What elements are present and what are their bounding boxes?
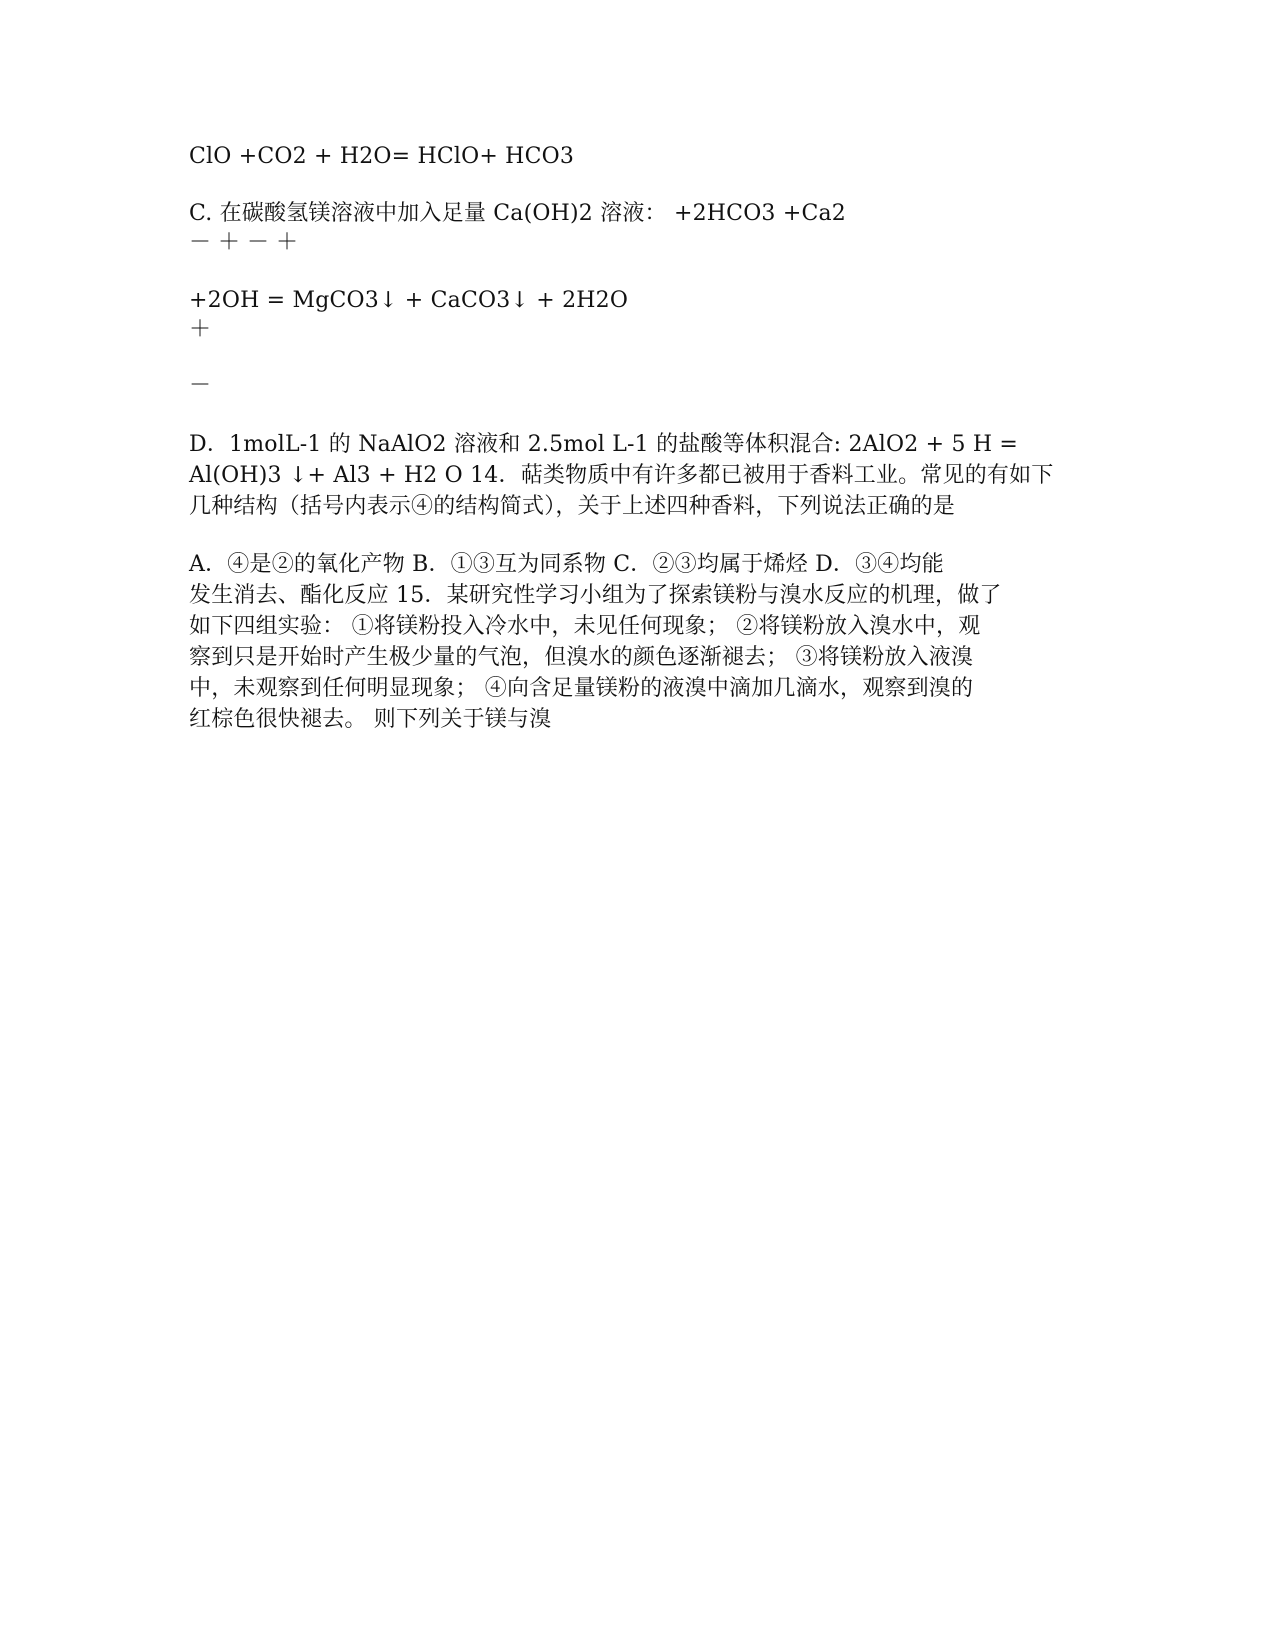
charge-sign-plus: ＋ <box>189 317 212 342</box>
question-15-line-2: 如下四组实验： ①将镁粉投入冷水中，未见任何现象； ②将镁粉放入溴水中，观 <box>189 614 981 639</box>
charge-sign-minus: － <box>189 373 212 398</box>
equation-line-2: +2OH = MgCO3↓ + CaCO3↓ + 2H2O <box>189 288 629 313</box>
question-15-line-4: 中，未观察到任何明显现象； ④向含足量镁粉的液溴中滴加几滴水，观察到溴的 <box>189 676 974 701</box>
option-d-line: D．1molL-1 的 NaAlO2 溶液和 2.5mol L-1 的盐酸等体积混合: 2AlO2 + 5 H = <box>189 432 1019 457</box>
question-14-line-2: 几种结构（括号内表示④的结构简式），关于上述四种香料，下列说法正确的是 <box>189 494 956 519</box>
option-c-line: C. 在碳酸氢镁溶液中加入足量 Ca(OH)2 溶液： +2HCO3 +Ca2 <box>189 201 847 226</box>
question-15-line-3: 察到只是开始时产生极少量的气泡，但溴水的颜色逐渐褪去； ③将镁粉放入液溴 <box>189 645 974 670</box>
question-15-line-5: 红棕色很快褪去。 则下列关于镁与溴 <box>189 707 552 732</box>
charge-signs-row-1: － ＋ － ＋ <box>189 230 298 255</box>
question-14-line-1: Al(OH)3 ↓+ Al3 + H2 O 14．萜类物质中有许多都已被用于香料工业。常见的有如下 <box>189 463 1054 488</box>
equation-line-1: ClO +CO2 + H2O= HClO+ HCO3 <box>189 144 575 169</box>
question-15-line-1: 发生消去、酯化反应 15．某研究性学习小组为了探索镁粉与溴水反应的机理，做了 <box>189 583 1002 608</box>
answer-options-line: A．④是②的氧化产物 B．①③互为同系物 C．②③均属于烯烃 D．③④均能 <box>189 552 944 577</box>
